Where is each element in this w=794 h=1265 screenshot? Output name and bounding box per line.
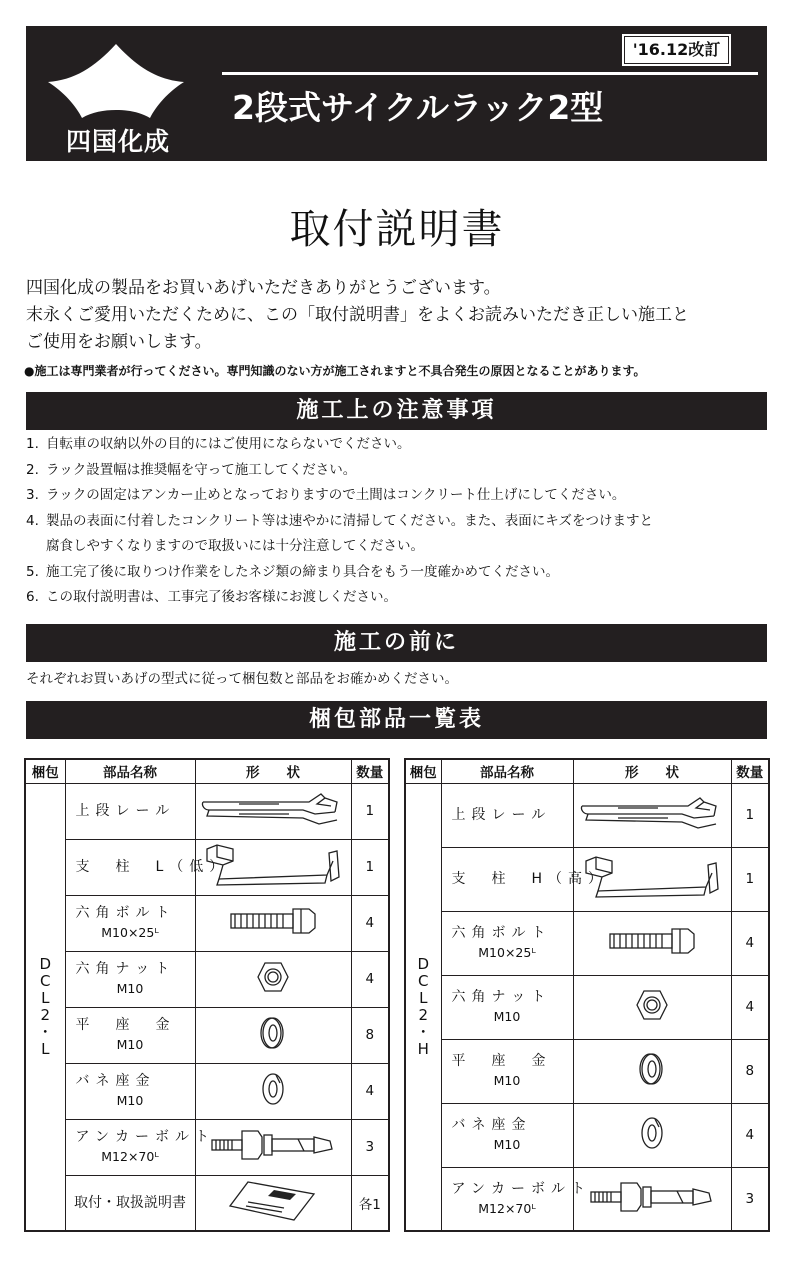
part-spec: M10	[493, 1137, 521, 1152]
parts-table-right	[404, 758, 770, 1232]
caution-number: 1.	[26, 436, 39, 452]
part-spec: M10×25ᴸ	[478, 945, 536, 960]
part-spec: M10	[116, 1093, 144, 1108]
part-name-cell	[65, 783, 195, 839]
flat-washer-icon	[639, 1072, 665, 1091]
part-name-cell	[441, 847, 609, 911]
cautions-list	[26, 432, 771, 611]
package-code-char: L	[41, 1039, 50, 1058]
part-quantity: 3	[351, 1119, 389, 1175]
part-name-cell	[441, 1103, 573, 1167]
table-row	[25, 1063, 389, 1119]
part-name: 六角ナット	[451, 989, 552, 1005]
intro-line: ご使用をお願いします。	[26, 332, 212, 352]
part-quantity: 4	[351, 1063, 389, 1119]
caution-text: 施工完了後に取りつけ作業をしたネジ類の締まり具合をもう一度確かめてください。	[46, 563, 559, 580]
part-name: 支 柱 L（低）	[75, 859, 230, 875]
before-instructions: それぞれお買いあげの型式に従って梱包数と部品をお確かめください。	[26, 671, 458, 687]
table-row	[25, 1119, 389, 1175]
document-title: 取付説明書	[289, 205, 505, 253]
caution-number: 5.	[26, 563, 39, 580]
caution-text: ラック設置幅は推奨幅を守って施工してください。	[46, 461, 357, 478]
part-name-cell	[65, 1175, 195, 1231]
part-shape-cell	[573, 1103, 731, 1167]
post-icon	[578, 884, 726, 903]
part-shape-cell	[195, 783, 351, 839]
parts-table-left	[24, 758, 390, 1232]
table-row	[25, 1007, 389, 1063]
anchor-bolt-icon	[587, 1202, 717, 1221]
part-quantity: 4	[731, 975, 769, 1039]
hex-bolt-icon	[225, 921, 321, 940]
section-parts-heading: 梱包部品一覧表	[26, 701, 767, 739]
part-shape-cell	[573, 1167, 731, 1231]
notice-text: ●施工は専門業者が行ってください。専門知識のない方が施工されますと不具合発生の原因となることがあります。	[24, 364, 646, 378]
part-spec: M10	[116, 1037, 144, 1052]
hex-nut-icon	[635, 1007, 669, 1026]
part-spec: M10	[493, 1073, 521, 1088]
part-name: 支 柱 H（高）	[451, 871, 609, 887]
part-shape-cell	[195, 951, 351, 1007]
caution-number: 2.	[26, 461, 39, 478]
product-title: 2段式サイクルラック2型	[232, 88, 604, 127]
part-name-cell	[65, 895, 195, 951]
caution-item	[26, 458, 771, 484]
caution-text: ラックの固定はアンカー止めとなっておりますので土間はコンクリート仕上げにしてください。	[46, 487, 626, 503]
part-name: 六角ボルト	[75, 905, 176, 921]
caution-text: 製品の表面に付着したコンクリート等は速やかに清掃してください。また、表面にキズをつけますと	[46, 512, 653, 529]
package-code-char: C	[418, 971, 429, 990]
part-quantity: 8	[351, 1007, 389, 1063]
part-quantity: 8	[731, 1039, 769, 1103]
part-shape-cell	[573, 847, 731, 911]
part-quantity: 4	[731, 1103, 769, 1167]
package-code-char: D	[417, 954, 430, 973]
spring-washer-icon	[639, 1136, 665, 1155]
caution-item	[26, 483, 771, 509]
part-name: 平 座 金	[451, 1053, 552, 1069]
part-name: 上段レール	[75, 803, 176, 819]
table-row	[25, 895, 389, 951]
table-row	[405, 783, 769, 847]
part-quantity: 1	[731, 783, 769, 847]
caution-number: 4.	[26, 512, 39, 529]
part-shape-cell	[195, 839, 351, 895]
part-name: バネ座金	[75, 1073, 156, 1089]
part-shape-cell	[573, 975, 731, 1039]
part-shape-cell	[573, 1039, 731, 1103]
part-name: 上段レール	[451, 807, 552, 823]
header-quantity: 数量	[351, 759, 389, 783]
part-quantity: 4	[731, 911, 769, 975]
part-spec: M12×70ᴸ	[478, 1200, 536, 1216]
table-row	[405, 911, 769, 975]
part-shape-cell	[195, 1007, 351, 1063]
part-name-cell	[65, 951, 195, 1007]
upper-rail-icon	[199, 813, 347, 832]
header-part-name: 部品名称	[441, 759, 573, 783]
part-shape-cell	[195, 895, 351, 951]
package-code-char: C	[40, 971, 51, 990]
package-code-char: L	[41, 988, 50, 1007]
caution-text: この取付説明書は、工事完了後お客様にお渡しください。	[46, 589, 397, 605]
part-name-cell	[441, 975, 573, 1039]
part-name-cell	[65, 839, 230, 895]
section-before-heading: 施工の前に	[26, 624, 767, 662]
part-name: 六角ナット	[75, 961, 176, 977]
intro-line: 四国化成の製品をお買いあげいただきありがとうございます。	[26, 278, 501, 298]
header-quantity: 数量	[731, 759, 769, 783]
header-part-name: 部品名称	[65, 759, 195, 783]
table-row	[25, 839, 389, 895]
part-quantity: 1	[731, 847, 769, 911]
part-name: 平 座 金	[75, 1017, 176, 1033]
caution-item	[26, 432, 771, 458]
caution-item	[26, 560, 771, 586]
header-package: 梱包	[25, 759, 65, 783]
caution-text: 自転車の収納以外の目的にはご使用にならないでください。	[46, 436, 411, 452]
part-quantity: 1	[351, 839, 389, 895]
package-code-char: H	[417, 1039, 429, 1058]
flat-washer-icon	[260, 1036, 286, 1055]
table-row	[25, 951, 389, 1007]
table-row	[405, 1039, 769, 1103]
part-quantity: 1	[351, 783, 389, 839]
part-spec: M10	[493, 1009, 521, 1024]
table-row	[405, 1103, 769, 1167]
part-name-cell	[441, 1167, 591, 1231]
upper-rail-icon	[578, 817, 726, 836]
post-icon	[199, 872, 347, 891]
package-code-char: D	[39, 954, 52, 973]
part-name-cell	[65, 1063, 195, 1119]
caution-item	[26, 509, 771, 560]
caution-number: 3.	[26, 487, 39, 503]
package-code-char: 2	[40, 1005, 51, 1024]
logo-text: 四国化成	[65, 127, 170, 156]
package-code	[405, 783, 441, 1231]
manual-icon	[228, 1207, 318, 1226]
part-name: アンカーボルト	[75, 1129, 215, 1145]
part-name-cell	[65, 1119, 215, 1175]
table-row	[25, 1175, 389, 1231]
part-shape-cell	[573, 911, 731, 975]
part-name-cell	[441, 783, 573, 847]
table-row	[405, 975, 769, 1039]
part-name-cell	[441, 911, 573, 975]
hex-nut-icon	[256, 979, 290, 998]
anchor-bolt-icon	[208, 1150, 338, 1169]
header-divider	[222, 72, 758, 75]
package-code-char: ・	[415, 1022, 431, 1041]
caution-number: 6.	[26, 589, 39, 605]
package-code-char: ・	[37, 1022, 53, 1041]
header-package: 梱包	[405, 759, 441, 783]
part-quantity: 各1	[351, 1175, 389, 1231]
intro-text	[26, 275, 771, 356]
part-name-cell	[65, 1007, 195, 1063]
header-shape: 形 状	[195, 759, 351, 783]
part-name: バネ座金	[451, 1117, 532, 1133]
part-quantity: 4	[351, 895, 389, 951]
caution-text: 腐食しやすくなりますので取扱いには十分注意してください。	[46, 538, 424, 554]
table-row	[405, 1167, 769, 1231]
hex-bolt-icon	[604, 941, 700, 960]
package-code-char: L	[419, 988, 428, 1007]
spring-washer-icon	[260, 1092, 286, 1111]
part-shape-cell	[573, 783, 731, 847]
part-name: 六角ボルト	[451, 925, 552, 941]
table-row	[25, 783, 389, 839]
part-shape-cell	[195, 1119, 351, 1175]
part-name-cell	[441, 1039, 573, 1103]
part-spec: M12×70ᴸ	[101, 1149, 159, 1164]
part-spec: M10	[116, 981, 144, 996]
part-name: アンカーボルト	[451, 1180, 591, 1197]
package-code	[25, 783, 65, 1231]
revision-label: '16.12改訂	[624, 36, 729, 64]
part-shape-cell	[195, 1063, 351, 1119]
part-quantity: 3	[731, 1167, 769, 1231]
table-row	[405, 847, 769, 911]
part-spec: M10×25ᴸ	[101, 925, 159, 940]
caution-item	[26, 585, 771, 611]
intro-line: 末永くご愛用いただくために、この「取付説明書」をよくお読みいただき正しい施工と	[26, 305, 689, 325]
part-name: 取付・取扱説明書	[74, 1194, 186, 1211]
header-shape: 形 状	[573, 759, 731, 783]
header-banner	[26, 26, 767, 161]
part-shape-cell	[195, 1175, 351, 1231]
section-cautions-heading: 施工上の注意事項	[26, 392, 767, 430]
package-code-char: 2	[418, 1005, 429, 1024]
part-quantity: 4	[351, 951, 389, 1007]
